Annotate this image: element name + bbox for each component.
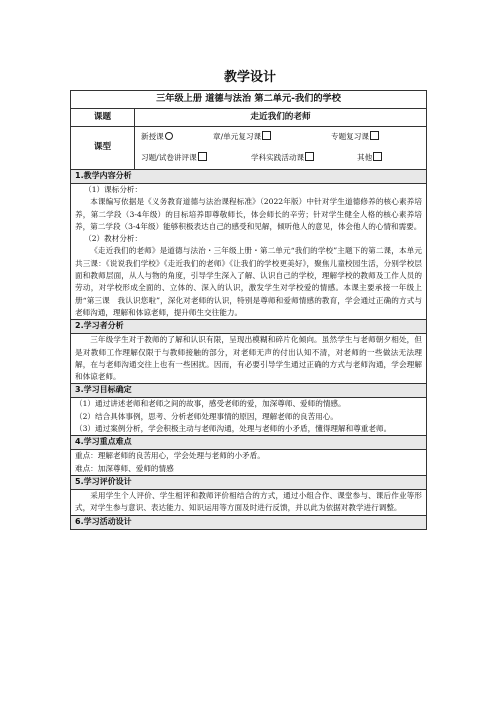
section-content (71, 398, 427, 436)
section-title: 4.学习重点难点 (71, 436, 427, 450)
type-option-label: 章/单元复习课 (213, 132, 262, 142)
type-option-other[interactable] (357, 152, 382, 164)
page-title: 教学设计 (223, 70, 276, 85)
type-options-line-2 (141, 148, 422, 169)
section-body-3 (71, 398, 427, 436)
learner-analysis-text: 三年级学生对于教师的了解和认识有限，呈现出模糊和碎片化倾向。虽然学生与老师朝夕相处，但是对教师工作理解仅限于与教师接触的部分，对老师无声的付出认知不清，对老师的一些做法无法理解，在与老师沟通交往上也有一些困扰。因而，有必要引导学生通过正确的方式与老师沟通，学会理解和体谅老师。 (75, 335, 422, 382)
type-option-topic-review[interactable] (331, 131, 379, 143)
section-content (71, 334, 427, 384)
type-label: 课型 (71, 127, 135, 170)
section-content (71, 184, 427, 320)
section-title: 5.学习评价设计 (71, 475, 427, 489)
type-options-line-1 (141, 127, 422, 148)
topic-value: 走近我们的老师 (135, 109, 427, 127)
objective-item: （3）通过案例分析，学会积极主动与老师沟通，处理与老师的小矛盾，懂得理解和尊重老师。 (75, 424, 392, 434)
key-point-text: 重点：理解老师的良苦用心，学会处理与老师的小矛盾。 (75, 451, 265, 461)
checkbox-icon[interactable] (370, 131, 379, 140)
lesson-type-row (71, 127, 427, 170)
evaluation-text: 采用学生个人评价、学生相评和教师评价相结合的方式，通过小组合作、课堂参与、课后作业等形式，对学生参与意识、表达能力、知识运用等方面及时进行反馈，并以此为依据对教学进行调整。 (75, 490, 422, 513)
section-header-6 (71, 515, 427, 529)
section-header-1 (71, 170, 427, 184)
topic-row (71, 109, 427, 127)
lesson-type-options (135, 127, 427, 170)
radio-circle-icon[interactable] (165, 132, 173, 140)
lesson-title: 三年级上册 道德与法治 第二单元-我们的学校 (71, 91, 427, 109)
section-header-5 (71, 475, 427, 489)
textbook-analysis-heading: （2）教材分析： (84, 234, 143, 244)
type-option-unit-review[interactable] (213, 131, 331, 143)
type-option-label: 新授课 (141, 132, 164, 142)
checkbox-icon[interactable] (198, 152, 207, 161)
type-option-label: 专题复习课 (331, 132, 369, 142)
checkbox-icon[interactable] (373, 152, 382, 161)
section-title: 1.教学内容分析 (71, 170, 427, 184)
lesson-title-row (71, 91, 427, 109)
type-option-label: 习题/试卷讲评课 (141, 153, 197, 163)
section-body-2 (71, 334, 427, 384)
section-header-3 (71, 384, 427, 398)
section-content (71, 489, 427, 515)
section-body-1 (71, 184, 427, 320)
curriculum-analysis-heading: （1）课标分析： (84, 185, 143, 194)
textbook-analysis-text: 《走近我们的老师》是道德与法治・三年级上册・第二单元“我们的学校”主题下的第二课，本单元共三课：《说说我们学校》《走近我们的老师》《让我们的学校更美好》，聚焦儿童校园生活，分别学校层面和教师层面，从人与物的角度，引导学生深入了解、认识自己的学校，理解学校的教师及工作人员的劳动，对学校形成全面的、立体的、深入的认识，激发学生对学校爱的情感。本课主要承接一年级上册“第三课 我认识您啦”，深化对老师的认识，特别是尊师和爱师情感的教育，学会通过正确的方式与老师沟通，理解和体谅老师，提升师生交往能力。 (75, 246, 422, 317)
lesson-plan-table (70, 90, 427, 530)
section-header-4 (71, 436, 427, 450)
section-header-2 (71, 320, 427, 334)
section-body-5 (71, 489, 427, 515)
section-title: 2.学习者分析 (71, 320, 427, 334)
section-content (71, 450, 427, 476)
checkbox-icon[interactable] (262, 131, 271, 140)
difficulty-text: 难点：加深尊师、爱师的情感 (75, 463, 174, 473)
objective-item: （1）通过讲述老师和老师之间的故事，感受老师的爱，加深尊师、爱师的情感。 (75, 399, 346, 409)
section-title: 6.学习活动设计 (71, 515, 427, 529)
section-title: 3.学习目标确定 (71, 384, 427, 398)
type-option-practice[interactable] (251, 152, 357, 164)
checkbox-icon[interactable] (305, 152, 314, 161)
curriculum-analysis-text: 本课编写依据是《义务教育道德与法治课程标准》（2022年版）中针对学生道德修养的核心素养培养，第二学段（3-4年级）的目标培养即尊敬师长，体会师长的辛劳；针对学生健全人格的核心素养培养，第二学段（3-4年级）能够积极表达自己的感受和见解，倾听他人的意见，体会他人的心情和需要。 (75, 197, 422, 231)
objective-item: （2）结合具体事例，思考、分析老师处理事情的原因，理解老师的良苦用心。 (75, 411, 339, 421)
section-body-4 (71, 450, 427, 476)
type-option-label: 其他 (357, 153, 373, 163)
type-option-exercise-review[interactable] (141, 152, 251, 164)
type-option-label: 学科实践活动课 (251, 153, 305, 163)
type-option-new-lesson[interactable] (141, 131, 213, 143)
topic-label: 课题 (71, 109, 135, 127)
